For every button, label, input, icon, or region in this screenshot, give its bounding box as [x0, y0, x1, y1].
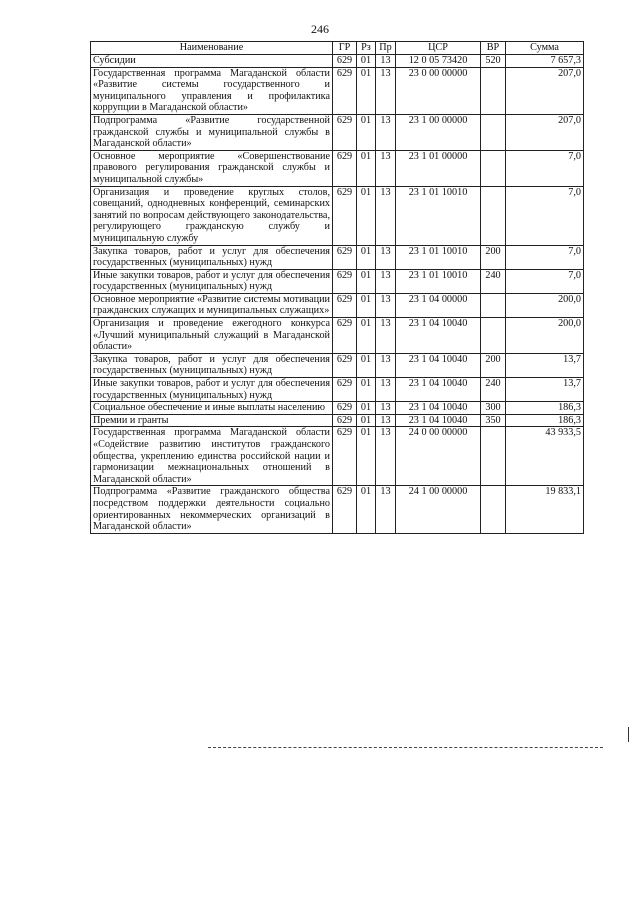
- cell-pr: 13: [376, 186, 396, 245]
- cell-gr: 629: [333, 353, 357, 377]
- margin-mark: [628, 727, 629, 742]
- cell-sum: 7 657,3: [506, 55, 584, 68]
- cell-name: Государственная программа Магаданской области «Развитие системы государственного и муниципального управления и профилактика коррупции в Магаданской области»: [91, 67, 333, 114]
- header-name: Наименование: [91, 42, 333, 55]
- cell-rz: 01: [357, 186, 376, 245]
- table-row: [91, 293, 584, 317]
- cell-sum: 207,0: [506, 67, 584, 114]
- cell-name: Субсидии: [91, 55, 333, 68]
- table-row: [91, 269, 584, 293]
- header-vr: ВР: [481, 42, 506, 55]
- table-row: [91, 402, 584, 415]
- cell-csr: 23 1 04 10040: [396, 318, 481, 354]
- cell-sum: 7,0: [506, 186, 584, 245]
- table-row: [91, 318, 584, 354]
- cell-sum: 7,0: [506, 150, 584, 186]
- cell-name: Организация и проведение круглых столов, совещаний, однодневных конференций, семинарских занятий по вопросам действующего законодательства, регулирующего гражданскую службу и муниципальную службу: [91, 186, 333, 245]
- cell-rz: 01: [357, 269, 376, 293]
- cell-pr: 13: [376, 414, 396, 427]
- cell-vr: [481, 186, 506, 245]
- cell-csr: 23 1 04 10040: [396, 414, 481, 427]
- budget-table: [90, 41, 584, 534]
- cell-rz: 01: [357, 55, 376, 68]
- cell-vr: 200: [481, 245, 506, 269]
- cell-pr: 13: [376, 378, 396, 402]
- table-row: [91, 67, 584, 114]
- cell-gr: 629: [333, 150, 357, 186]
- cell-gr: 629: [333, 67, 357, 114]
- cell-csr: 23 0 00 00000: [396, 67, 481, 114]
- cell-gr: 629: [333, 114, 357, 150]
- cell-rz: 01: [357, 414, 376, 427]
- table-row: [91, 353, 584, 377]
- cell-csr: 24 0 00 00000: [396, 427, 481, 486]
- cell-vr: 520: [481, 55, 506, 68]
- cell-name: Подпрограмма «Развитие государственной гражданской службы и муниципальной службы в Магаданской области»: [91, 114, 333, 150]
- cell-sum: 200,0: [506, 318, 584, 354]
- cell-vr: [481, 114, 506, 150]
- cell-vr: [481, 67, 506, 114]
- cell-pr: 13: [376, 55, 396, 68]
- cell-csr: 23 1 01 10010: [396, 269, 481, 293]
- cell-rz: 01: [357, 245, 376, 269]
- cell-rz: 01: [357, 150, 376, 186]
- cell-vr: 240: [481, 269, 506, 293]
- cell-csr: 23 1 01 10010: [396, 186, 481, 245]
- table-row: [91, 186, 584, 245]
- cell-csr: 23 1 04 00000: [396, 293, 481, 317]
- cell-vr: [481, 293, 506, 317]
- cell-name: Закупка товаров, работ и услуг для обеспечения государственных (муниципальных) нужд: [91, 245, 333, 269]
- cell-gr: 629: [333, 402, 357, 415]
- cell-vr: 350: [481, 414, 506, 427]
- cell-sum: 13,7: [506, 353, 584, 377]
- cell-rz: 01: [357, 427, 376, 486]
- cell-csr: 23 1 04 10040: [396, 402, 481, 415]
- cell-pr: 13: [376, 114, 396, 150]
- cell-pr: 13: [376, 150, 396, 186]
- cell-pr: 13: [376, 293, 396, 317]
- table-row: [91, 114, 584, 150]
- cell-gr: 629: [333, 293, 357, 317]
- cell-sum: 19 833,1: [506, 486, 584, 533]
- cell-rz: 01: [357, 318, 376, 354]
- cell-pr: 13: [376, 402, 396, 415]
- table-row: [91, 245, 584, 269]
- cell-csr: 12 0 05 73420: [396, 55, 481, 68]
- cell-sum: 7,0: [506, 269, 584, 293]
- cell-rz: 01: [357, 353, 376, 377]
- cell-sum: 13,7: [506, 378, 584, 402]
- table-header-row: [91, 42, 584, 55]
- cell-gr: 629: [333, 378, 357, 402]
- header-sum: Сумма: [506, 42, 584, 55]
- cell-sum: 186,3: [506, 414, 584, 427]
- cell-csr: 23 1 01 00000: [396, 150, 481, 186]
- cell-csr: 23 1 04 10040: [396, 353, 481, 377]
- table-row: [91, 55, 584, 68]
- cell-sum: 7,0: [506, 245, 584, 269]
- cell-gr: 629: [333, 186, 357, 245]
- cell-pr: 13: [376, 318, 396, 354]
- header-gr: ГР: [333, 42, 357, 55]
- cell-name: Социальное обеспечение и иные выплаты населению: [91, 402, 333, 415]
- cell-name: Закупка товаров, работ и услуг для обеспечения государственных (муниципальных) нужд: [91, 353, 333, 377]
- cell-csr: 23 1 04 10040: [396, 378, 481, 402]
- header-rz: Рз: [357, 42, 376, 55]
- cell-vr: 300: [481, 402, 506, 415]
- cell-name: Иные закупки товаров, работ и услуг для обеспечения государственных (муниципальных) нужд: [91, 269, 333, 293]
- footer-divider: [208, 747, 603, 748]
- table-row: [91, 150, 584, 186]
- cell-pr: 13: [376, 353, 396, 377]
- cell-name: Организация и проведение ежегодного конкурса «Лучший муниципальный служащий в Магаданской области»: [91, 318, 333, 354]
- table-row: [91, 486, 584, 533]
- cell-gr: 629: [333, 486, 357, 533]
- cell-pr: 13: [376, 269, 396, 293]
- cell-rz: 01: [357, 67, 376, 114]
- page-number: 246: [311, 22, 329, 36]
- cell-pr: 13: [376, 427, 396, 486]
- cell-gr: 629: [333, 245, 357, 269]
- table-row: [91, 414, 584, 427]
- cell-rz: 01: [357, 486, 376, 533]
- cell-name: Иные закупки товаров, работ и услуг для обеспечения государственных (муниципальных) нужд: [91, 378, 333, 402]
- cell-name: Государственная программа Магаданской области «Содействие развитию институтов гражданского общества, укреплению единства российской нации и гармонизации межнациональных отношений в Магаданской области»: [91, 427, 333, 486]
- cell-gr: 629: [333, 414, 357, 427]
- cell-rz: 01: [357, 402, 376, 415]
- cell-sum: 43 933,5: [506, 427, 584, 486]
- cell-csr: 23 1 01 10010: [396, 245, 481, 269]
- cell-vr: [481, 318, 506, 354]
- cell-gr: 629: [333, 318, 357, 354]
- table-body: [91, 55, 584, 534]
- cell-rz: 01: [357, 114, 376, 150]
- cell-vr: [481, 427, 506, 486]
- cell-name: Основное мероприятие «Развитие системы мотивации гражданских служащих и муниципальных служащих»: [91, 293, 333, 317]
- cell-pr: 13: [376, 245, 396, 269]
- cell-sum: 186,3: [506, 402, 584, 415]
- cell-name: Премии и гранты: [91, 414, 333, 427]
- cell-pr: 13: [376, 67, 396, 114]
- cell-sum: 200,0: [506, 293, 584, 317]
- header-csr: ЦСР: [396, 42, 481, 55]
- cell-csr: 24 1 00 00000: [396, 486, 481, 533]
- cell-vr: [481, 486, 506, 533]
- cell-pr: 13: [376, 486, 396, 533]
- cell-vr: 200: [481, 353, 506, 377]
- header-pr: Пр: [376, 42, 396, 55]
- cell-gr: 629: [333, 269, 357, 293]
- cell-rz: 01: [357, 293, 376, 317]
- cell-gr: 629: [333, 427, 357, 486]
- cell-name: Подпрограмма «Развитие гражданского общества посредством поддержки деятельности социально ориентированных некоммерческих организаций в Магаданской области»: [91, 486, 333, 533]
- cell-vr: 240: [481, 378, 506, 402]
- cell-sum: 207,0: [506, 114, 584, 150]
- table-row: [91, 427, 584, 486]
- cell-gr: 629: [333, 55, 357, 68]
- table-row: [91, 378, 584, 402]
- cell-vr: [481, 150, 506, 186]
- cell-name: Основное мероприятие «Совершенствование правового регулирования гражданской службы и муниципальной службы»: [91, 150, 333, 186]
- cell-csr: 23 1 00 00000: [396, 114, 481, 150]
- cell-rz: 01: [357, 378, 376, 402]
